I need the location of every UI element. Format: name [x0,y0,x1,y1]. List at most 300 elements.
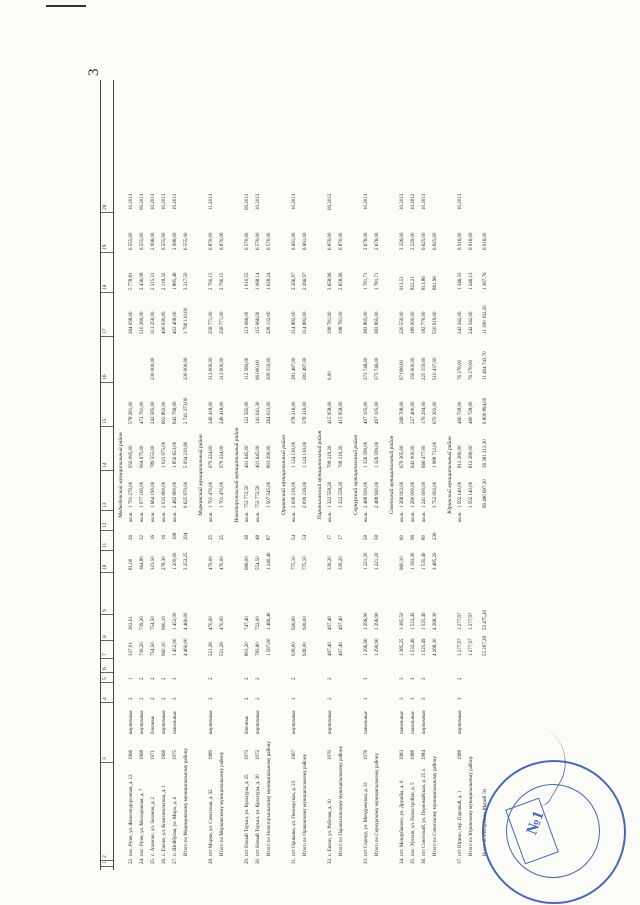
cell-e: 81,00 [129,558,134,570]
cell-b: 3 [364,677,369,680]
cell-h: 9 625 970,00 [184,481,189,508]
cell-p: 10.2013 [458,193,463,210]
cell-d: 754,50 [151,616,156,630]
cell-i: 1 326 599,00 [375,441,380,468]
cell-addr: пгт Новый Торъял, ул. Культуры, д. 25 [245,774,250,856]
table-row [483,80,493,870]
cell-c: 55 297,28 [483,636,488,656]
cell-p: 10.2013 [422,193,427,210]
header-col: 8 [102,635,108,638]
cell-wall: кирпичные [129,710,134,734]
cell-wall: кирпичные [162,710,167,734]
cell-l: 313 256,00 [151,311,156,334]
cell-year: 1976 [364,750,369,760]
cell-o: 6 870,00 [209,232,214,250]
cell-year: 1983 [400,750,405,760]
cell-wall: кирпичные [292,710,297,734]
cell-addr: Итого по Советскому муниципальному району [433,756,438,856]
cell-c: 521,28 [209,642,214,656]
cell-a: 3 [364,697,369,700]
table-row [411,80,421,870]
cell-l: 115 066,00 [256,311,261,334]
cell-f: 108 [173,532,178,540]
cell-wall: кирпичные [422,710,427,734]
cell-m: 1 367,76 [483,272,488,290]
cell-j: 472 761,00 [140,401,145,424]
cell-d: 470,00 [209,616,214,630]
cell-h: 2 099 216,00 [292,481,297,508]
header-divider [101,614,113,615]
cell-f: 32 [140,535,145,540]
cell-o: 6 870,00 [220,232,225,250]
cell-c: 1 525,49 [422,638,427,656]
header-divider [101,382,113,383]
header-divider [101,860,113,861]
cell-c: 497,40 [328,642,333,656]
cell-addr: Итого по Медведевскому муниципальному району [184,748,189,856]
cell-i: 642 000,00 [411,445,416,468]
cell-a: 2 [328,697,333,700]
header-divider [101,510,113,511]
cell-h: 1 701 470,00 [220,481,225,508]
cell-l: 182 770,00 [422,311,427,334]
cell-j: 843 796,00 [173,401,178,424]
cell-c: 1 277,97 [469,638,474,656]
cell-g: кв.м. [209,511,214,522]
cell-k: 97 098,00 [400,360,405,380]
cell-m: 1 028,24 [267,272,272,290]
cell-n: 28. [209,857,214,864]
cell-i: 401 645,00 [256,445,261,468]
cell-d: 1 523,45 [411,612,416,630]
cell-g: кв.м. [140,511,145,522]
cell-e: 686,00 [245,556,250,570]
cell-f: 87 [267,535,272,540]
cell-o: 2 996,00 [151,232,156,250]
cell-c: 1 532,49 [411,638,416,656]
cell-o: 2 676,00 [375,232,380,250]
cell-b: 2 [140,677,145,680]
cell-h: 1 322 558,20 [328,481,333,508]
header-col: 5 [102,677,108,680]
cell-addr: пос. Урсеин, ул. Новостройки, д. 5 [411,782,416,856]
cell-i: 1 124 130,00 [303,441,308,468]
cell-h: 1 260 000,00 [411,481,416,508]
cell-year: 1967 [292,750,297,760]
cell-k: 225 159,00 [422,357,427,380]
cell-n: 27. [173,857,178,864]
cell-addr: пгт Советский, ул. Первомайская, д. 25 а [422,769,427,856]
header-divider [101,672,113,673]
cell-p: 10.2013 [256,193,261,210]
section-heading: Параньгинский муниципальный район [317,430,323,520]
cell-p: 10.2013 [162,193,167,210]
cell-c: 337,01 [129,642,134,656]
section-heading: Юринский муниципальный район [447,436,453,514]
cell-c: 1 587,00 [267,638,272,656]
cell-wall: кирпичные [140,710,145,734]
cell-j: 378 316,00 [292,401,297,424]
cell-e: 554,50 [256,556,261,570]
cell-o: 6 555,00 [162,232,167,250]
cell-i: 36 381 212,30 [483,439,488,468]
cell-j: 243 585,00 [151,401,156,424]
cell-l: 11 390 162,20 [483,305,488,334]
cell-n: 24. [140,857,145,864]
section-heading: Оршанский муниципальный район [281,435,287,515]
cell-b: 2 [328,677,333,680]
cell-g: кв.м. [411,511,416,522]
cell-j: 227 400,00 [411,401,416,424]
table-row [129,80,139,870]
cell-wall: кирпичные [458,710,463,734]
cell-h: 2 482 800,00 [173,481,178,508]
cell-j: 460 728,00 [469,401,474,424]
cell-e: 3 485,20 [433,552,438,570]
cell-d: 926,00 [303,616,308,630]
cell-wall: кирпичные [256,710,261,734]
cell-o: 6 625,00 [422,232,427,250]
cell-l: 264 098,00 [129,311,134,334]
cell-year: 1968 [140,750,145,760]
cell-o: 2 996,00 [173,232,178,250]
cell-j: 264 023,00 [267,401,272,424]
cell-i: 979 224,00 [220,445,225,468]
cell-addr: Итого по Юринскому муниципальному району [469,755,474,856]
cell-o: 6 916,00 [483,232,488,250]
cell-p: 10.2013 [364,193,369,210]
cell-i: 666 477,00 [422,445,427,468]
header-col: 15 [102,418,108,424]
header-divider [101,426,113,427]
cell-wall: блочные [151,715,156,734]
header-divider [101,866,113,867]
cell-n: 34. [400,857,405,864]
cell-j: 415 958,00 [328,401,333,424]
cell-c: 4 460,00 [184,638,189,656]
cell-c: 783,80 [256,642,261,656]
header-divider [101,292,113,293]
cell-m: 2 436,08 [140,272,145,290]
table-row [184,80,194,870]
table-row [256,80,266,870]
cell-g: кв.м. [129,511,134,522]
cell-o: 6 555,00 [129,232,134,250]
cell-j: 2 741 373,00 [184,397,189,424]
cell-c: 1 452,00 [173,638,178,656]
table-row [140,80,150,870]
header-col: 16 [102,374,108,380]
cell-wall: панельные [364,711,369,734]
cell-h: 1 507 545,00 [267,481,272,508]
header-divider [101,252,113,253]
cell-k: 230 000,00 [151,357,156,380]
cell-h: 2 033 800,00 [162,481,167,508]
cell-g: кв.м. [173,511,178,522]
cell-a: 3 [422,697,427,700]
cell-h: 1 664 190,00 [151,481,156,508]
cell-m: 1 781,71 [364,272,369,290]
cell-n: 29. [245,857,250,864]
cell-year: 1988 [411,750,416,760]
cell-l: 1 790 110,00 [184,307,189,334]
cell-d: 960,10 [162,616,167,630]
table-row [162,80,172,870]
rotated-table [100,80,530,870]
cell-o: 6 661,00 [303,232,308,250]
table-row [328,80,338,870]
cell-k: 281 487,00 [292,357,297,380]
cell-h: 753 772,50 [245,485,250,508]
cell-b: 3 [411,677,416,680]
cell-m: 1 068,14 [256,272,261,290]
cell-l: 382 865,00 [375,311,380,334]
cell-h: 2 488 920,00 [364,481,369,508]
cell-o: 2 676,00 [364,232,369,250]
cell-addr: Итого по Параньгинскому муниципальному району [339,745,344,856]
cell-d: 1 452,00 [173,612,178,630]
header-col: 2 [102,855,108,858]
header-col: 19 [102,244,108,250]
table-header [100,80,114,870]
cell-p: 10.2013 [292,193,297,210]
cell-n: 33. [364,857,369,864]
cell-year: 1988 [458,750,463,760]
cell-year: 1975 [173,750,178,760]
cell-c: 1 277,97 [458,638,463,656]
cell-k: 96 000,00 [256,360,261,380]
cell-m: 1 346,33 [458,272,463,290]
cell-c: 960,10 [162,642,167,656]
cell-a: 3 [400,697,405,700]
cell-e: 775,10 [292,556,297,570]
cell-d: 4 460,00 [184,612,189,630]
cell-m: 2 266,97 [292,272,297,290]
cell-a: 2 [245,697,250,700]
cell-g: кв.м. [458,511,463,522]
cell-l: 314 882,00 [303,311,308,334]
cell-d: 747,40 [245,616,250,630]
table-row [151,80,161,870]
cell-m: 822,21 [411,276,416,290]
table-row [220,80,230,870]
cell-g: кв.м. [364,511,369,522]
cell-j: 9 800 894,00 [483,397,488,424]
cell-p: 09.2013 [140,193,145,210]
cell-c: 521,28 [220,642,225,656]
cell-l: 220 550,00 [400,311,405,334]
cell-j: 268 708,00 [400,401,405,424]
cell-g: кв.м. [292,511,297,522]
cell-h: 753 772,50 [256,485,261,508]
cell-j: 497 105,00 [364,401,369,424]
cell-l: 382 865,00 [364,311,369,334]
cell-addr: пгт Новый Торъял, ул. Культуры, д. 30 [256,774,261,856]
cell-m: 861,96 [433,276,438,290]
cell-wall: кирпичные [209,710,214,734]
cell-l: 510 269,00 [140,311,145,334]
cell-f: 60 [400,535,405,540]
cell-c: 928,00 [303,642,308,656]
cell-j: 460 728,00 [458,401,463,424]
cell-j: 141 041,30 [256,401,261,424]
cell-m: 1 246,13 [469,272,474,290]
cell-c: 1 296,90 [364,638,369,656]
header-col: 18 [102,284,108,290]
cell-a: 2 [151,697,156,700]
cell-k: 11 404 743,70 [483,351,488,380]
cell-b: 1 [129,677,134,680]
cell-p: 09.2013 [245,193,250,210]
cell-year: 1984 [422,750,427,760]
cell-j: 249 418,00 [220,401,225,424]
cell-addr: Итого по Новоторъяльскому муниципальному району [267,741,272,856]
cell-f: 26 [129,535,134,540]
cell-a: 2 [162,697,167,700]
cell-k: 150 000,00 [411,357,416,380]
cell-i: 679 305,00 [400,445,405,468]
cell-addr: Итого по Оршанскому муниципальному району [303,753,308,856]
cell-o: 6 916,00 [458,232,463,250]
cell-f: 17 [339,535,344,540]
cell-o: 2 229,00 [411,232,416,250]
cell-o: 6 570,00 [245,232,250,250]
cell-a: 2 [129,697,134,700]
section-heading: Медведевский муниципальный район [118,432,124,518]
header-col: 17 [102,328,108,334]
cell-addr: п. Шойбулак, ул. Мира, д. 4 [173,797,178,856]
cell-n: 30. [256,857,261,864]
cell-o: 6 625,00 [433,232,438,250]
header-divider [101,336,113,337]
cell-i: 1 326 599,00 [364,441,369,468]
header-divider [101,530,113,531]
cell-m: 2 790,15 [220,272,225,290]
cell-l: 314 882,00 [292,311,297,334]
cell-c: 754,50 [151,642,156,656]
cell-m: 2 315,31 [151,272,156,290]
cell-year: 1971 [151,750,156,760]
table-row [375,80,385,870]
cell-k: 76 278,00 [469,360,474,380]
cell-f: 96 [411,535,416,540]
header-divider [101,640,113,641]
cell-i: 950 095,00 [129,445,134,468]
cell-m: 813,86 [422,276,427,290]
cell-k: 281 487,00 [303,357,308,380]
cell-o: 6 555,00 [184,232,189,250]
cell-f: 16 [151,535,156,540]
cell-l: 550 919,00 [433,311,438,334]
cell-year: 1966 [129,750,134,760]
cell-j: 578 281,00 [129,401,134,424]
cell-l: 258 771,00 [220,311,225,334]
cell-g: кв.м. [162,511,167,522]
cell-year: 1966 [162,750,167,760]
cell-i: 803 290,00 [267,445,272,468]
header-divider [101,682,113,683]
cell-b: 3 [400,677,405,680]
cell-a: 2 [209,697,214,700]
cell-h: 2 099 216,00 [303,481,308,508]
cell-d: 1 296,90 [375,612,380,630]
cell-i: 904 675,00 [140,445,145,468]
cell-e: 470,00 [220,556,225,570]
cell-f: 204 [184,532,189,540]
cell-j: 176 294,00 [422,401,427,424]
cell-m: 2 217,50 [184,272,189,290]
header-col: 7 [102,653,108,656]
cell-addr: Итого по Моркинскому муниципальному району [220,751,225,856]
cell-p: 11.2013 [209,193,214,210]
cell-j: 249 418,00 [209,401,214,424]
cell-j: 670 302,00 [433,401,438,424]
cell-f: 16 [162,535,167,540]
cell-l: 198 781,00 [339,311,344,334]
cell-f: 48 [256,535,261,540]
cell-b: 3 [173,677,178,680]
cell-j: 378 316,00 [303,401,308,424]
cell-m: 2 266,97 [303,272,308,290]
table-row [245,80,255,870]
cell-i: 979 224,00 [209,445,214,468]
cell-addr: с. Ексин, ул. Рабочая, д. 10 [328,799,333,856]
cell-c: 4 268,30 [433,638,438,656]
cell-m: 2 790,15 [209,272,214,290]
table-row [422,80,432,870]
cell-b: 2 [209,677,214,680]
cell-o: 6 691,00 [292,232,297,250]
header-col: 12 [102,522,108,528]
cell-p: 10.2012 [411,193,416,210]
cell-n: 25. [151,857,156,864]
cell-h: 2 488 920,00 [375,481,380,508]
cell-d: 302,01 [129,616,134,630]
cell-b: 2 [245,677,250,680]
cell-l: 242 342,00 [469,311,474,334]
cell-d: 722,00 [256,616,261,630]
cell-f: 25 [209,535,214,540]
table-row [173,80,183,870]
cell-l: 402 408,00 [173,311,178,334]
table-row [339,80,349,870]
cell-k: 373 746,00 [375,357,380,380]
cell-d: 1 525,49 [422,612,427,630]
cell-o: 2 226,00 [400,232,405,250]
cell-h: 1 592 140,00 [469,481,474,508]
cell-d: 739,20 [140,616,145,630]
cell-wall: панельные [173,711,178,734]
cell-wall: блочные [245,715,250,734]
cell-k: 112 589,00 [245,357,250,380]
table-row [458,80,468,870]
cell-e: 339,20 [339,556,344,570]
cell-h: 1 268 002,00 [400,481,405,508]
cell-a: 3 [173,697,178,700]
cell-m: 2 658,96 [339,272,344,290]
cell-addr: Всего по Республике Марий Эл [483,788,488,856]
cell-k: 313 000,00 [209,357,214,380]
cell-e: 1 535,40 [422,552,427,570]
section-heading: Советский муниципальный район [389,435,395,515]
cell-h: 1 241 000,00 [422,481,427,508]
cell-d: 4 268,30 [433,612,438,630]
section-heading: Новоторъяльский муниципальный район [234,427,240,523]
cell-f: 80 [422,535,427,540]
cell-n: 35. [411,857,416,864]
cell-addr: пос. Руэм, ул. Железнодорожная, д. 12 [129,774,134,856]
cell-c: 497,40 [339,642,344,656]
